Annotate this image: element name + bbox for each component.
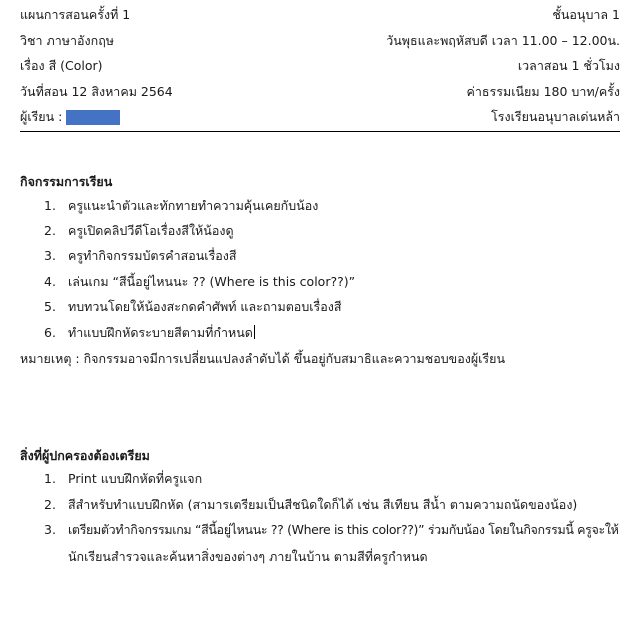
header-row-subject: [20, 31, 620, 51]
topic: เรื่อง สี (Color): [20, 58, 103, 73]
list-number: 4.: [44, 274, 56, 289]
header-row-topic: [20, 56, 620, 76]
schedule-time: วันพุธและพฤหัสบดี เวลา 11.00 – 12.00น.: [386, 33, 620, 48]
list-number: 5.: [44, 299, 56, 314]
header-row-lesson: [20, 5, 620, 25]
redacted-name-box: [66, 110, 120, 125]
subject: วิชา ภาษาอังกฤษ: [20, 33, 115, 48]
list-number: 2.: [44, 223, 56, 238]
fee: ค่าธรรมเนียม 180 บาท/ครั้ง: [466, 84, 620, 99]
lesson-number: แผนการสอนครั้งที่ 1: [20, 7, 131, 22]
header-divider: [20, 131, 620, 132]
list-number: 3.: [44, 248, 56, 263]
list-text: สีสำหรับทำแบบฝึกหัด (สามารเตรียมเป็นสีชนิดใดก็ได้ เช่น สีเทียน สีน้ำ ตามความถนัดของน้อง): [68, 497, 578, 512]
list-text: ทำแบบฝึกหัดระบายสีตามที่กำหนด: [68, 325, 253, 340]
learner-label: ผู้เรียน :: [20, 109, 63, 124]
list-number: 2.: [44, 497, 56, 512]
list-text: ครูแนะนำตัวและทักทายทำความคุ้นเคยกับน้อง: [68, 198, 319, 213]
activities-note: หมายเหตุ : กิจกรรมอาจมีการเปลี่ยนแปลงลำดับได้ ขึ้นอยู่กับสมาธิและความชอบของผู้เรียน: [20, 351, 506, 366]
list-number: 1.: [44, 198, 56, 213]
list-text: ทบทวนโดยให้น้องสะกดคำศัพท์ และถามตอบเรื่องสี: [68, 299, 342, 314]
list-text: ครูทำกิจกรรมบัตรคำสอนเรื่องสี: [68, 248, 237, 263]
grade-level: ชั้นอนุบาล 1: [552, 7, 620, 22]
list-number: 1.: [44, 471, 56, 486]
list-text: เตรียมตัวทำกิจกรรมเกม “สีนี้อยู่ไหนนะ ?? (Where is this color??)” ร่วมกับน้อง โดยในกิจกรรมนี้ ครูจะให้: [68, 522, 619, 537]
school-name: โรงเรียนอนุบาลเด่นหล้า: [491, 109, 620, 124]
list-text-with-caret[interactable]: [68, 323, 255, 343]
learner-field: [20, 107, 120, 127]
list-text: เล่นเกม “สีนี้อยู่ไหนนะ ?? (Where is this color??)”: [68, 274, 356, 289]
list-number: 3.: [44, 522, 56, 537]
list-text-continuation: นักเรียนสำรวจและค้นหาสิ่งของต่างๆ ภายในบ้าน ตามสีที่ครูกำหนด: [68, 549, 428, 564]
duration: เวลาสอน 1 ชั่วโมง: [517, 58, 620, 73]
header-row-learner: [20, 107, 620, 127]
list-text: Print แบบฝึกหัดที่ครูแจก: [68, 471, 203, 486]
list-number: 6.: [44, 325, 56, 340]
header-row-date: [20, 82, 620, 102]
activities-title: กิจกรรมการเรียน: [20, 174, 113, 189]
teaching-date: วันที่สอน 12 สิงหาคม 2564: [20, 84, 173, 99]
text-cursor: [254, 325, 255, 339]
parents-title: สิ่งที่ผู้ปกครองต้องเตรียม: [20, 448, 150, 463]
list-text: ครูเปิดคลิปวีดีโอเรื่องสีให้น้องดู: [68, 223, 234, 238]
